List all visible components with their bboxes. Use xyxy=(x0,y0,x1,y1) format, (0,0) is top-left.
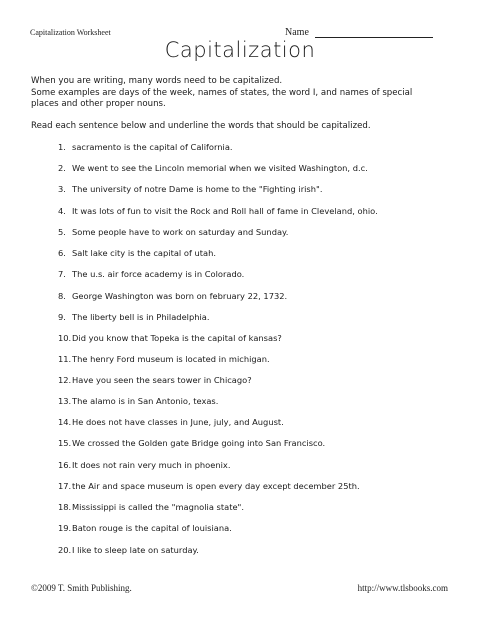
sentence-item xyxy=(58,545,199,555)
sentence-text: George Washington was born on february 22, 1732. xyxy=(72,291,288,301)
sentence-number: 1. xyxy=(58,142,66,152)
sentence-text: The university of notre Dame is home to the "Fighting irish". xyxy=(72,184,323,194)
sentence-text: We went to see the Lincoln memorial when we visited Washington, d.c. xyxy=(72,163,368,173)
sentence-text: The liberty bell is in Philadelphia. xyxy=(72,312,210,322)
sentence-text: Have you seen the sears tower in Chicago? xyxy=(72,375,252,385)
name-label: Name xyxy=(285,27,309,38)
sentence-text: The henry Ford museum is located in michigan. xyxy=(72,354,270,364)
sentence-text: It does not rain very much in phoenix. xyxy=(72,460,231,470)
sentence-text: Did you know that Topeka is the capital of kansas? xyxy=(72,333,282,343)
worksheet-label: Capitalization Worksheet xyxy=(30,28,111,37)
intro-line: When you are writing, many words need to be capitalized. xyxy=(31,76,283,86)
sentence-number: 6. xyxy=(58,248,66,258)
sentence-item xyxy=(58,502,244,512)
sentence-item xyxy=(58,269,244,279)
sentence-number: 10. xyxy=(58,333,72,343)
instructions: Read each sentence below and underline the words that should be capitalized. xyxy=(31,121,371,131)
sentence-number: 8. xyxy=(58,291,66,301)
sentence-number: 13. xyxy=(58,396,72,406)
sentence-item xyxy=(58,417,284,427)
sentence-item xyxy=(58,312,210,322)
sentence-item xyxy=(58,206,378,216)
sentence-text: the Air and space museum is open every day except december 25th. xyxy=(72,481,360,491)
sentence-number: 12. xyxy=(58,375,72,385)
sentence-item xyxy=(58,481,360,491)
sentence-item xyxy=(58,142,233,152)
intro-line: places and other proper nouns. xyxy=(31,99,166,109)
sentence-text: Mississippi is called the "magnolia state". xyxy=(72,502,245,512)
sentence-item xyxy=(58,248,216,258)
sentence-item xyxy=(58,354,270,364)
sentence-item xyxy=(58,227,288,237)
sentence-text: The u.s. air force academy is in Colorado. xyxy=(72,269,245,279)
sentence-number: 3. xyxy=(58,184,66,194)
sentence-item xyxy=(58,333,282,343)
sentence-text: I like to sleep late on saturday. xyxy=(72,545,199,555)
sentence-text: We crossed the Golden gate Bridge going into San Francisco. xyxy=(72,438,326,448)
sentence-item xyxy=(58,460,230,470)
sentence-text: Baton rouge is the capital of louisiana. xyxy=(72,523,232,533)
intro-line: Some examples are days of the week, names of states, the word I, and names of special xyxy=(31,87,413,98)
sentence-number: 2. xyxy=(58,163,66,173)
sentence-item xyxy=(58,523,232,533)
sentence-number: 11. xyxy=(58,354,72,364)
sentence-item xyxy=(58,375,252,385)
sentence-item xyxy=(58,291,287,301)
sentence-text: sacramento is the capital of California. xyxy=(72,142,233,152)
sentence-number: 17. xyxy=(58,481,72,491)
sentence-number: 5. xyxy=(58,227,66,237)
sentence-number: 7. xyxy=(58,269,66,279)
sentence-text: It was lots of fun to visit the Rock and Roll hall of fame in Cleveland, ohio. xyxy=(72,206,378,216)
sentence-item xyxy=(58,184,322,194)
page-title: Capitalization xyxy=(164,38,316,62)
sentence-number: 14. xyxy=(58,417,72,427)
sentence-item xyxy=(58,396,218,406)
sentence-item xyxy=(58,163,368,173)
sentence-text: The alamo is in San Antonio, texas. xyxy=(72,396,219,406)
sentence-number: 19. xyxy=(58,523,72,533)
sentence-text: Salt lake city is the capital of utah. xyxy=(72,248,216,258)
sentence-text: Some people have to work on saturday and Sunday. xyxy=(72,227,289,237)
sentence-number: 18. xyxy=(58,502,72,512)
sentence-number: 16. xyxy=(58,460,72,470)
sentence-item xyxy=(58,438,325,448)
sentence-text: He does not have classes in June, july, and August. xyxy=(72,417,284,427)
sentence-number: 9. xyxy=(58,312,66,322)
sentence-number: 15. xyxy=(58,438,72,448)
publisher-url: http://www.tlsbooks.com xyxy=(357,583,448,593)
sentence-number: 4. xyxy=(58,206,66,216)
sentence-number: 20. xyxy=(58,545,72,555)
copyright-notice: ©2009 T. Smith Publishing. xyxy=(31,583,132,593)
